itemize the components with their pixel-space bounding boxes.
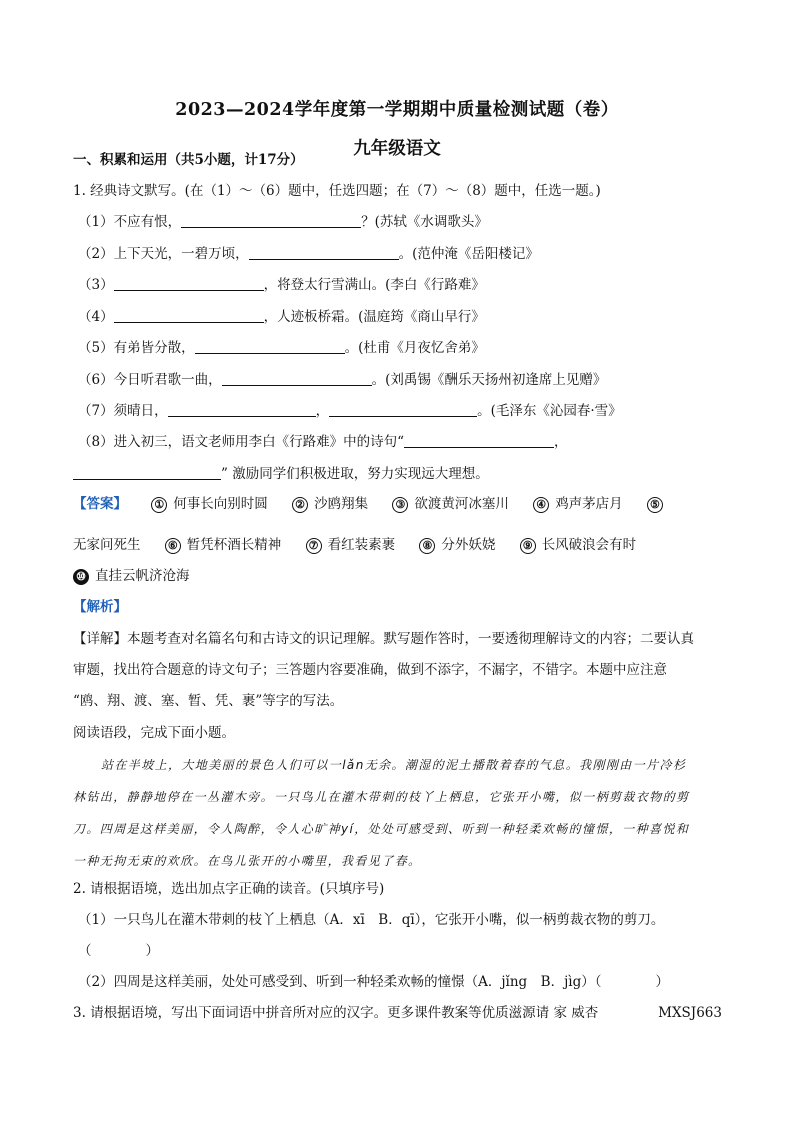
q1-item-3: （3） ，将登太行雪满山。(李白《行路难》 [78,277,485,293]
answer-blank[interactable] [114,308,264,323]
q1-item-1: （1）不应有恨， ？(苏轼《水调歌头》 [78,214,488,230]
passage-line: 一种无拘无束的欢欣。在鸟儿张开的小嘴里，我看见了春。 [73,854,422,868]
answer-item: ⑤ [647,494,669,514]
answer-blank[interactable] [114,276,264,291]
q2-sub-1-answer[interactable]: （ ） [78,943,159,959]
q1-item-8-cont: ” 激励同学们积极进取，努力实现远大理想。 [73,464,489,484]
q2-prompt: 2. 请根据语境，选出加点字正确的读音。(只填序号) [73,881,385,897]
q1-item-8: （8）进入初三，语文老师用李白《行路难》中的诗句“ ， [78,434,568,450]
analysis-tag: 【解析】 [73,599,127,615]
answer-blank[interactable] [73,465,221,480]
answer-blank[interactable] [195,339,345,354]
passage-line: 林钻出，静静地停在一丛灌木旁。一只鸟儿在灌木带刺的枝丫上栖息，它张开小嘴，似一柄剪裁衣物的剪 [73,790,690,804]
answer-item: ⑥ 暂凭杯酒长精神 [165,535,282,555]
reading-passage [73,749,723,877]
passage-line: 站在半坡上，大地美丽的景色人们可以一lǎn无余。潮湿的泥土播散着春的气息。我刚刚由一片冷杉 [101,758,687,772]
q1-item-2: （2）上下天光，一碧万顷， 。(范仲淹《岳阳楼记》 [78,246,539,262]
q1-item-6: （6）今日听君歌一曲， 。(刘禹锡《酬乐天扬州初逢席上见赠》 [78,372,607,388]
answer-row-1 [73,494,669,514]
answer-blank[interactable] [404,433,554,448]
analysis-line-1: 【详解】本题考查对名篇名句和古诗文的识记理解。默写题作答时，一要透彻理解诗文的内容；二要认真 [73,631,694,647]
reading-intro: 阅读语段，完成下面小题。 [73,725,235,741]
analysis-line-2: 审题，找出符合题意的诗文句子；三答题内容要准确，做到不添字，不漏字，不错字。本题中应注意 [73,662,667,678]
q3-prompt: 3. 请根据语境，写出下面词语中拼音所对应的汉字。更多课件教案等优质滋源请 家 威杏 [73,1005,599,1021]
answer-blank[interactable] [222,371,372,386]
answer-row-3 [73,566,210,586]
answer-blank[interactable] [168,402,316,417]
q1-prompt: 1. 经典诗文默写。(在（1）～（6）题中，任选四题；在（7）～（8）题中，任选一题。) [73,183,601,199]
exam-subtitle: 九年级语文 [353,139,441,159]
answer-item: ③ 欲渡黄河冰塞川 [392,494,509,514]
answer-tag: 【答案】 [73,496,127,512]
answer-item: ② 沙鸥翔集 [292,494,368,514]
answer-row-2 [73,535,636,555]
q2-sub-2: （2）四周是这样美丽，处处可感受到、听到一种轻柔欢畅的憧憬（A．jǐng B．jìg）（ ） [78,974,669,990]
answer-item: ① 何事长向别时圆 [151,494,268,514]
answer-item: ④ 鸡声茅店月 [533,494,623,514]
answer-item: ⑦ 看红装素裹 [306,535,396,555]
answer-item: ⑨ 长风破浪会有时 [520,535,637,555]
q1-item-7: （7）须晴日， ， 。(毛泽东《沁园春·雪》 [78,403,622,419]
doc-code: MXSJ663 [658,1005,722,1021]
answer-blank[interactable] [329,402,477,417]
answer-blank[interactable] [181,213,361,228]
answer-item: ⑩ 直挂云帆济沧海 [73,566,190,586]
q1-item-4: （4） ，人迹板桥霜。(温庭筠《商山早行》 [78,309,485,325]
q2-sub-1: （1）一只鸟儿在灌木带刺的枝丫上栖息（A．xī B．qī），它张开小嘴，似一柄剪裁衣物的剪刀。 [78,912,665,928]
answer-blank[interactable] [249,245,399,260]
answer-item: ⑧ 分外妖娆 [419,535,495,555]
exam-title: 2023—2024学年度第一学期期中质量检测试题（卷） [175,100,619,120]
analysis-line-3: “鸥、翔、渡、塞、暂、凭、裹”等字的写法。 [73,693,344,709]
passage-line: 刀。四周是这样美丽，令人陶醉，令人心旷神yí，处处可感受到、听到一种轻柔欢畅的憧憬，一种喜悦和 [73,822,690,836]
answer-item: 无家问死生 [73,537,141,553]
q1-item-5: （5）有弟皆分散， 。(杜甫《月夜忆舍弟》 [78,340,485,356]
section-heading: 一、积累和运用（共5小题，计17分） [73,152,304,168]
